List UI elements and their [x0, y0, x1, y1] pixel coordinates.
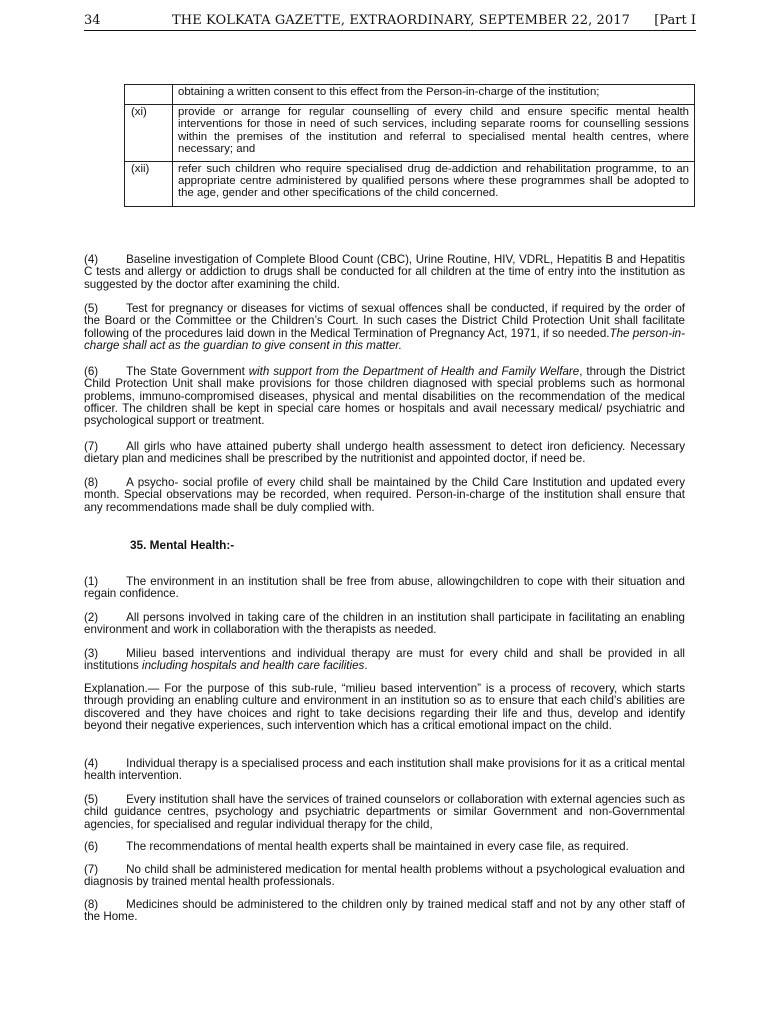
paragraph — [84, 366, 685, 427]
paragraph-number: (4) — [84, 757, 99, 770]
clause-text: provide or arrange for regular counselling of every child and ensure specific mental health interventions for those in need of such services, including separate rooms for counselling sessions within the premises of the institution and referral to specialised mental health centres, where necessary; and — [173, 105, 695, 162]
paragraph-text: Test for pregnancy or diseases for victims of sexual offences shall be conducted, if required by the order of the Board or the Committee or the Children’s Court. In such cases the District Child Protection Unit shall facilitate following of the procedures laid down in the Medical Termination of Pregnancy Act, 1971, if so needed. — [84, 302, 685, 340]
clause-text: obtaining a written consent to this effect from the Person-in-charge of the institution; — [173, 85, 695, 105]
paragraph-number: (6) — [84, 365, 99, 378]
table-row — [125, 85, 695, 105]
section-heading: 35. Mental Health:- — [130, 538, 235, 552]
paragraph-number: (6) — [84, 840, 99, 853]
paragraph — [84, 841, 685, 853]
paragraph — [84, 477, 685, 514]
paragraph-text: , through the District Child Protection Unit shall make provisions for those children diagnosed with special problems such as hormonal problems, immuno-compromised diseases, physical and mental disabilities on the recommendation of the medical officer. The children shall be kept in special care homes or hospitals and avail necessary medical/ psychiatric and psychological support or treatment. — [84, 365, 685, 428]
paragraph — [84, 794, 685, 831]
header-rule — [84, 30, 696, 31]
paragraph-text: Individual therapy is a specialised process and each institution shall make provisions for it as a critical mental health intervention. — [84, 757, 685, 783]
clause-number: (xi) — [125, 105, 173, 162]
paragraph-text: The recommendations of mental health experts shall be maintained in every case file, as required. — [126, 840, 629, 853]
explanation-paragraph — [84, 683, 685, 732]
paragraph-number: (7) — [84, 863, 99, 876]
table-row — [125, 162, 695, 207]
paragraph — [84, 303, 685, 352]
clause-text: refer such children who require specialised drug de-addiction and rehabilitation programme, to an appropriate centre administered by qualified persons where these programmes shall be adopted to the age, gender and other specifications of the child concerned. — [173, 162, 695, 207]
gazette-title: THE KOLKATA GAZETTE, EXTRAORDINARY, SEPTEMBER 22, 2017 — [172, 13, 631, 28]
part-label: [Part I — [654, 13, 696, 28]
paragraph-text: Explanation.— For the purpose of this sub-rule, “milieu based intervention” is a process of recovery, which starts through providing an enabling culture and environment in an institution so as to ensure that each child’s abilities are discovered and they have choices and right to take decisions regarding their life and thus, develop and identify beyond their negative experiences, such intervention which has a critical emotional impact on the child. — [84, 682, 685, 732]
clause-table — [124, 84, 695, 207]
paragraph-number: (8) — [84, 476, 99, 489]
paragraph-text: . — [364, 659, 368, 673]
paragraph — [84, 576, 685, 601]
paragraph-text: Baseline investigation of Complete Blood Count (CBC), Urine Routine, HIV, VDRL, Hepatitis B and Hepatitis C tests and allergy or addiction to drugs shall be conducted for all children at the time of entry into the institution as suggested by the doctor after examining the child. — [84, 253, 685, 291]
paragraph-number: (5) — [84, 793, 99, 806]
paragraph — [84, 254, 685, 291]
paragraph — [84, 441, 685, 466]
paragraph — [84, 758, 685, 783]
paragraph-number: (1) — [84, 575, 99, 588]
paragraph-text: Medicines should be administered to the children only by trained medical staff and not by any other staff of the Home. — [84, 898, 685, 924]
paragraph-text: Every institution shall have the services of trained counselors or collaboration with external agencies such as child guidance centres, psychology and psychiatric departments or similar Government and non-Governmental agencies, for specialised and regular individual therapy for the child, — [84, 793, 685, 831]
paragraph-text: The environment in an institution shall be free from abuse, allowingchildren to cope with their situation and regain confidence. — [84, 575, 685, 601]
paragraph-number: (8) — [84, 898, 99, 911]
paragraph-text: A psycho- social profile of every child shall be maintained by the Child Care Institution and updated every month. Special observations may be recorded, when required. Person-in-charge of the institution shall ensure that any recommendations made shall be duly complied with. — [84, 476, 685, 514]
paragraph — [84, 864, 685, 889]
paragraph-text: All girls who have attained puberty shall undergo health assessment to detect iron deficiency. Necessary dietary plan and medicines shall be prescribed by the nutritionist and appointed doctor, if need be. — [84, 440, 685, 466]
paragraph-number: (4) — [84, 253, 99, 266]
clause-number — [125, 85, 173, 105]
paragraph-text: No child shall be administered medication for mental health problems without a psychological evaluation and diagnosis by trained mental health professionals. — [84, 863, 685, 889]
paragraph-number: (3) — [84, 647, 99, 660]
paragraph-number: (5) — [84, 302, 99, 315]
page-number: 34 — [84, 13, 101, 28]
paragraph — [84, 899, 685, 924]
paragraph-italic: with support from the Department of Health and Family Welfare — [248, 365, 580, 378]
paragraph-text: The State Government — [126, 365, 249, 378]
paragraph-number: (2) — [84, 611, 99, 624]
paragraph-text: Milieu based interventions and individual therapy are must for every child and shall be provided in all institutions — [84, 647, 685, 673]
paragraph — [84, 612, 685, 637]
table-row — [125, 105, 695, 162]
paragraph-number: (7) — [84, 440, 99, 453]
paragraph-italic: The person-in-charge shall act as the guardian to give consent in this matter. — [84, 326, 685, 352]
paragraph — [84, 648, 685, 673]
paragraph-italic: including hospitals and health care facilities — [142, 659, 365, 673]
clause-number: (xii) — [125, 162, 173, 207]
paragraph-text: All persons involved in taking care of the children in an institution shall participate in facilitating an enabling environment and work in collaboration with the therapists as needed. — [84, 611, 685, 637]
